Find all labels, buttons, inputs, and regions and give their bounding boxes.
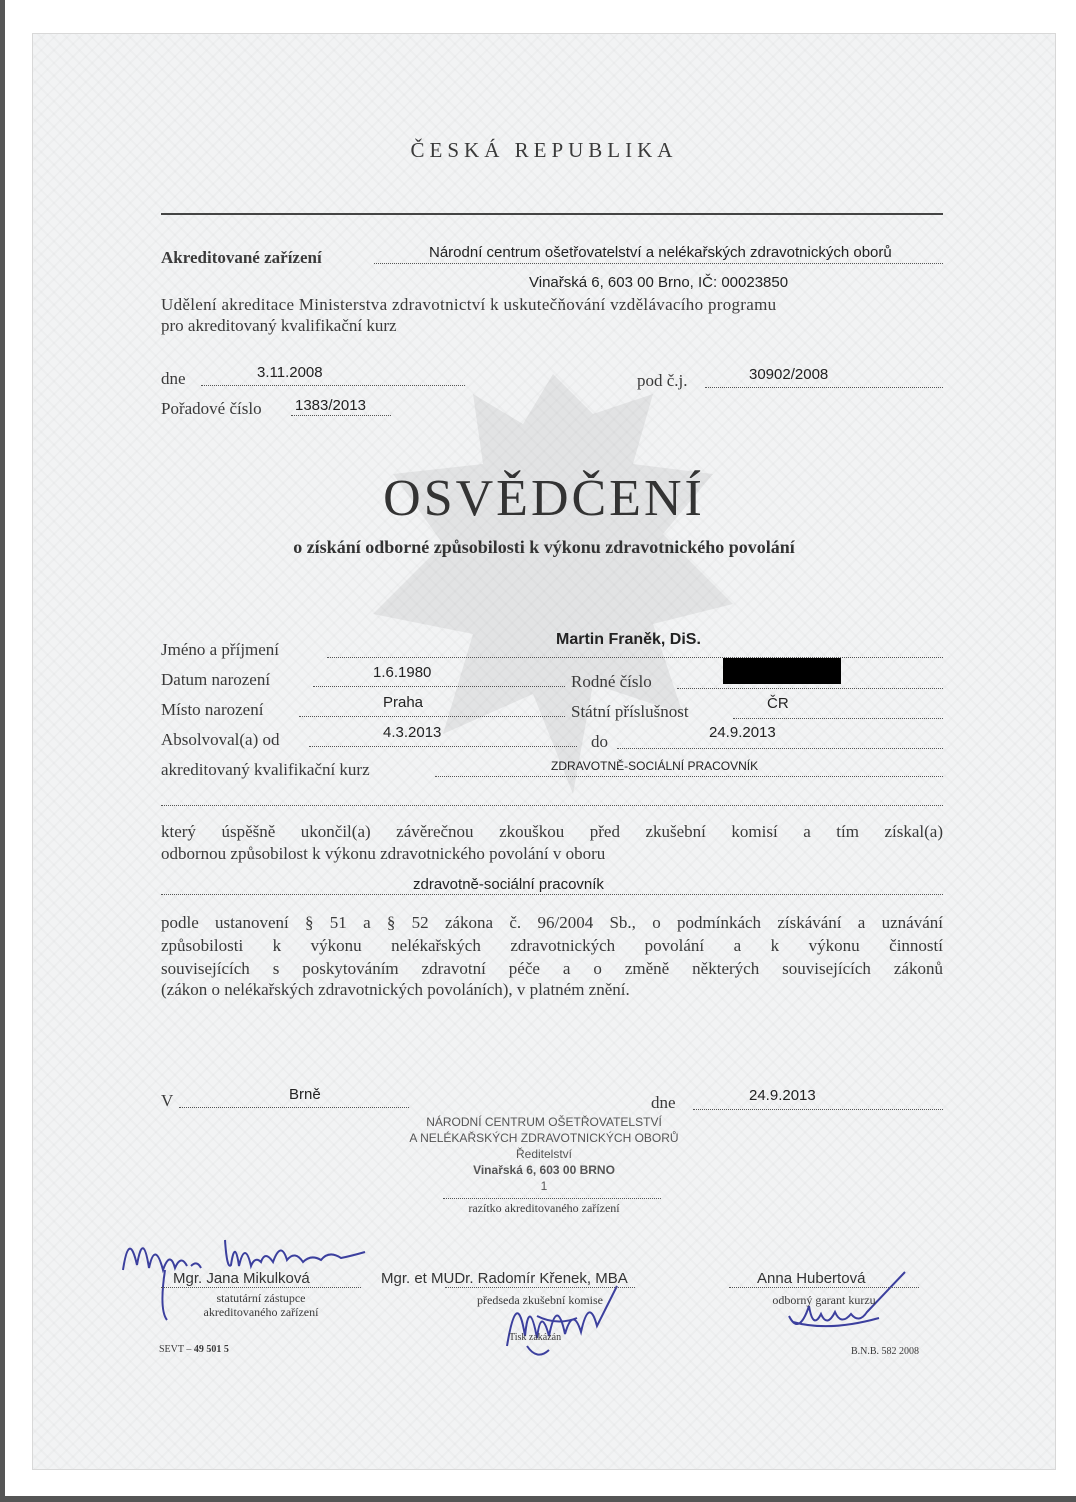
accreditation-date-label: dne bbox=[161, 369, 186, 388]
footer-sevt-prefix: SEVT – bbox=[159, 1344, 194, 1355]
signing-date: 24.9.2013 bbox=[749, 1087, 816, 1104]
birth-date-dotline bbox=[313, 686, 565, 687]
lion-emblem-watermark bbox=[333, 354, 773, 874]
law-line-3: souvisejících s poskytováním zdravotní péče a o změně některých souvisejících zákonů bbox=[161, 959, 943, 978]
order-number-dotline bbox=[291, 415, 391, 416]
footer-sevt-number: 49 501 5 bbox=[193, 1344, 229, 1355]
signatory-2-role: předseda zkušební komise bbox=[477, 1293, 603, 1307]
footer-print-note: Tisk zakázán bbox=[509, 1332, 562, 1343]
law-line-4: (zákon o nelékařských zdravotnických povoláních), v platném znění. bbox=[161, 980, 630, 999]
accreditation-line-2: pro akreditovaný kvalifikační kurz bbox=[161, 316, 397, 335]
course-label: akreditovaný kvalifikační kurz bbox=[161, 760, 370, 779]
footer-bnb-code: B.N.B. 582 2008 bbox=[851, 1346, 920, 1357]
signatory-3-dotline bbox=[729, 1287, 919, 1288]
certificate-page bbox=[32, 33, 1056, 1470]
accreditation-ref-dotline bbox=[705, 387, 943, 388]
from-date-label: Absolvoval(a) od bbox=[161, 730, 280, 749]
accreditation-date-dotline bbox=[201, 385, 465, 386]
birth-date-label: Datum narození bbox=[161, 670, 271, 689]
stamp-dotline bbox=[443, 1198, 661, 1199]
signatory-2-name: Mgr. et MUDr. Radomír Křenek, MBA bbox=[381, 1270, 628, 1287]
stamp-line-3: Ředitelství bbox=[515, 1147, 573, 1161]
from-date: 4.3.2013 bbox=[383, 724, 442, 741]
to-date-dotline bbox=[617, 748, 943, 749]
signatory-1-name: Mgr. Jana Mikulková bbox=[173, 1270, 310, 1287]
redaction-box bbox=[723, 658, 841, 684]
name-label: Jméno a příjmení bbox=[161, 640, 280, 659]
field-of-practice: zdravotně-sociální pracovník bbox=[413, 876, 604, 893]
person-name: Martin Franěk, DiS. bbox=[556, 631, 701, 648]
certificate-subtitle: o získání odborné způsobilosti k výkonu zdravotnického povolání bbox=[293, 537, 795, 557]
institution-name: Národní centrum ošetřovatelství a nelékařských zdravotnických oborů bbox=[429, 244, 892, 261]
to-date: 24.9.2013 bbox=[709, 724, 776, 741]
place-dotline bbox=[179, 1107, 409, 1108]
citizenship: ČR bbox=[767, 695, 789, 712]
country-heading: ČESKÁ REPUBLIKA bbox=[410, 138, 678, 162]
viewer-frame-left bbox=[0, 0, 5, 1502]
body-line-2: odbornou způsobilost k výkonu zdravotnického povolání v oboru bbox=[161, 844, 606, 863]
institution-dotline bbox=[374, 263, 943, 264]
institution-address: Vinařská 6, 603 00 Brno, IČ: 00023850 bbox=[529, 274, 789, 291]
stamp-line-4: Vinařská 6, 603 00 BRNO bbox=[473, 1163, 615, 1177]
accreditation-ref-label: pod č.j. bbox=[637, 371, 688, 390]
viewer-frame-bottom bbox=[0, 1496, 1076, 1502]
stamp-line-1: NÁRODNÍ CENTRUM OŠETŘOVATELSTVÍ bbox=[426, 1115, 662, 1129]
footer-sevt-code bbox=[159, 1344, 229, 1355]
birth-place-label: Místo narození bbox=[161, 700, 264, 719]
signatory-3-role: odborný garant kurzu bbox=[772, 1293, 876, 1307]
stamp-line-2: A NELÉKAŘSKÝCH ZDRAVOTNICKÝCH OBORŮ bbox=[409, 1131, 679, 1145]
certificate-title: OSVĚDČENÍ bbox=[383, 470, 705, 527]
course-dotline bbox=[435, 776, 943, 777]
law-line-1: podle ustanovení § 51 a § 52 zákona č. 96/2004 Sb., o podmínkách získávání a uznávání bbox=[161, 913, 943, 932]
signatory-1-role-line-1: statutární zástupce bbox=[216, 1291, 306, 1305]
citizenship-label: Státní příslušnost bbox=[571, 702, 689, 721]
institution-stamp bbox=[369, 1114, 719, 1194]
signatory-3-name: Anna Hubertová bbox=[757, 1270, 866, 1287]
place-label: V bbox=[161, 1091, 174, 1110]
citizenship-dotline bbox=[733, 718, 943, 719]
accreditation-line-1: Udělení akreditace Ministerstva zdravotnictví k uskutečňování vzdělávacího programu bbox=[161, 295, 777, 314]
signatory-1-dotline bbox=[161, 1287, 361, 1288]
stamp-line-5: 1 bbox=[540, 1179, 548, 1193]
field-dotline bbox=[161, 894, 943, 895]
signatory-1-role-line-2: akreditovaného zařízení bbox=[203, 1305, 319, 1319]
signing-date-label: dne bbox=[651, 1093, 676, 1112]
institution-label: Akreditované zařízení bbox=[161, 248, 322, 267]
course-name: ZDRAVOTNĚ-SOCIÁLNÍ PRACOVNÍK bbox=[551, 759, 759, 773]
order-number: 1383/2013 bbox=[295, 397, 366, 414]
signatory-1-role bbox=[161, 1291, 361, 1319]
body-line-1: který úspěšně ukončil(a) závěrečnou zkouškou před zkušební komisí a tím získal(a) bbox=[161, 822, 943, 841]
header-divider bbox=[161, 213, 943, 215]
personal-id-label: Rodné číslo bbox=[571, 672, 652, 691]
signatory-2-dotline bbox=[445, 1287, 635, 1288]
to-date-label: do bbox=[591, 732, 608, 751]
accreditation-ref: 30902/2008 bbox=[749, 366, 829, 383]
personal-id-dotline bbox=[677, 688, 943, 689]
birth-date: 1.6.1980 bbox=[373, 664, 432, 681]
blank-dotline bbox=[161, 805, 943, 806]
birth-place: Praha bbox=[383, 694, 424, 711]
stamp-caption: razítko akreditovaného zařízení bbox=[468, 1201, 620, 1215]
birth-place-dotline bbox=[299, 716, 565, 717]
name-dotline bbox=[327, 657, 943, 658]
order-number-label: Pořadové číslo bbox=[161, 399, 262, 418]
signing-place: Brně bbox=[289, 1086, 321, 1103]
from-date-dotline bbox=[309, 746, 577, 747]
law-line-2: způsobilosti k výkonu nelékařských zdravotnických povolání a k výkonu činností bbox=[161, 936, 943, 955]
accreditation-date: 3.11.2008 bbox=[257, 364, 323, 381]
signing-date-dotline bbox=[693, 1109, 943, 1110]
